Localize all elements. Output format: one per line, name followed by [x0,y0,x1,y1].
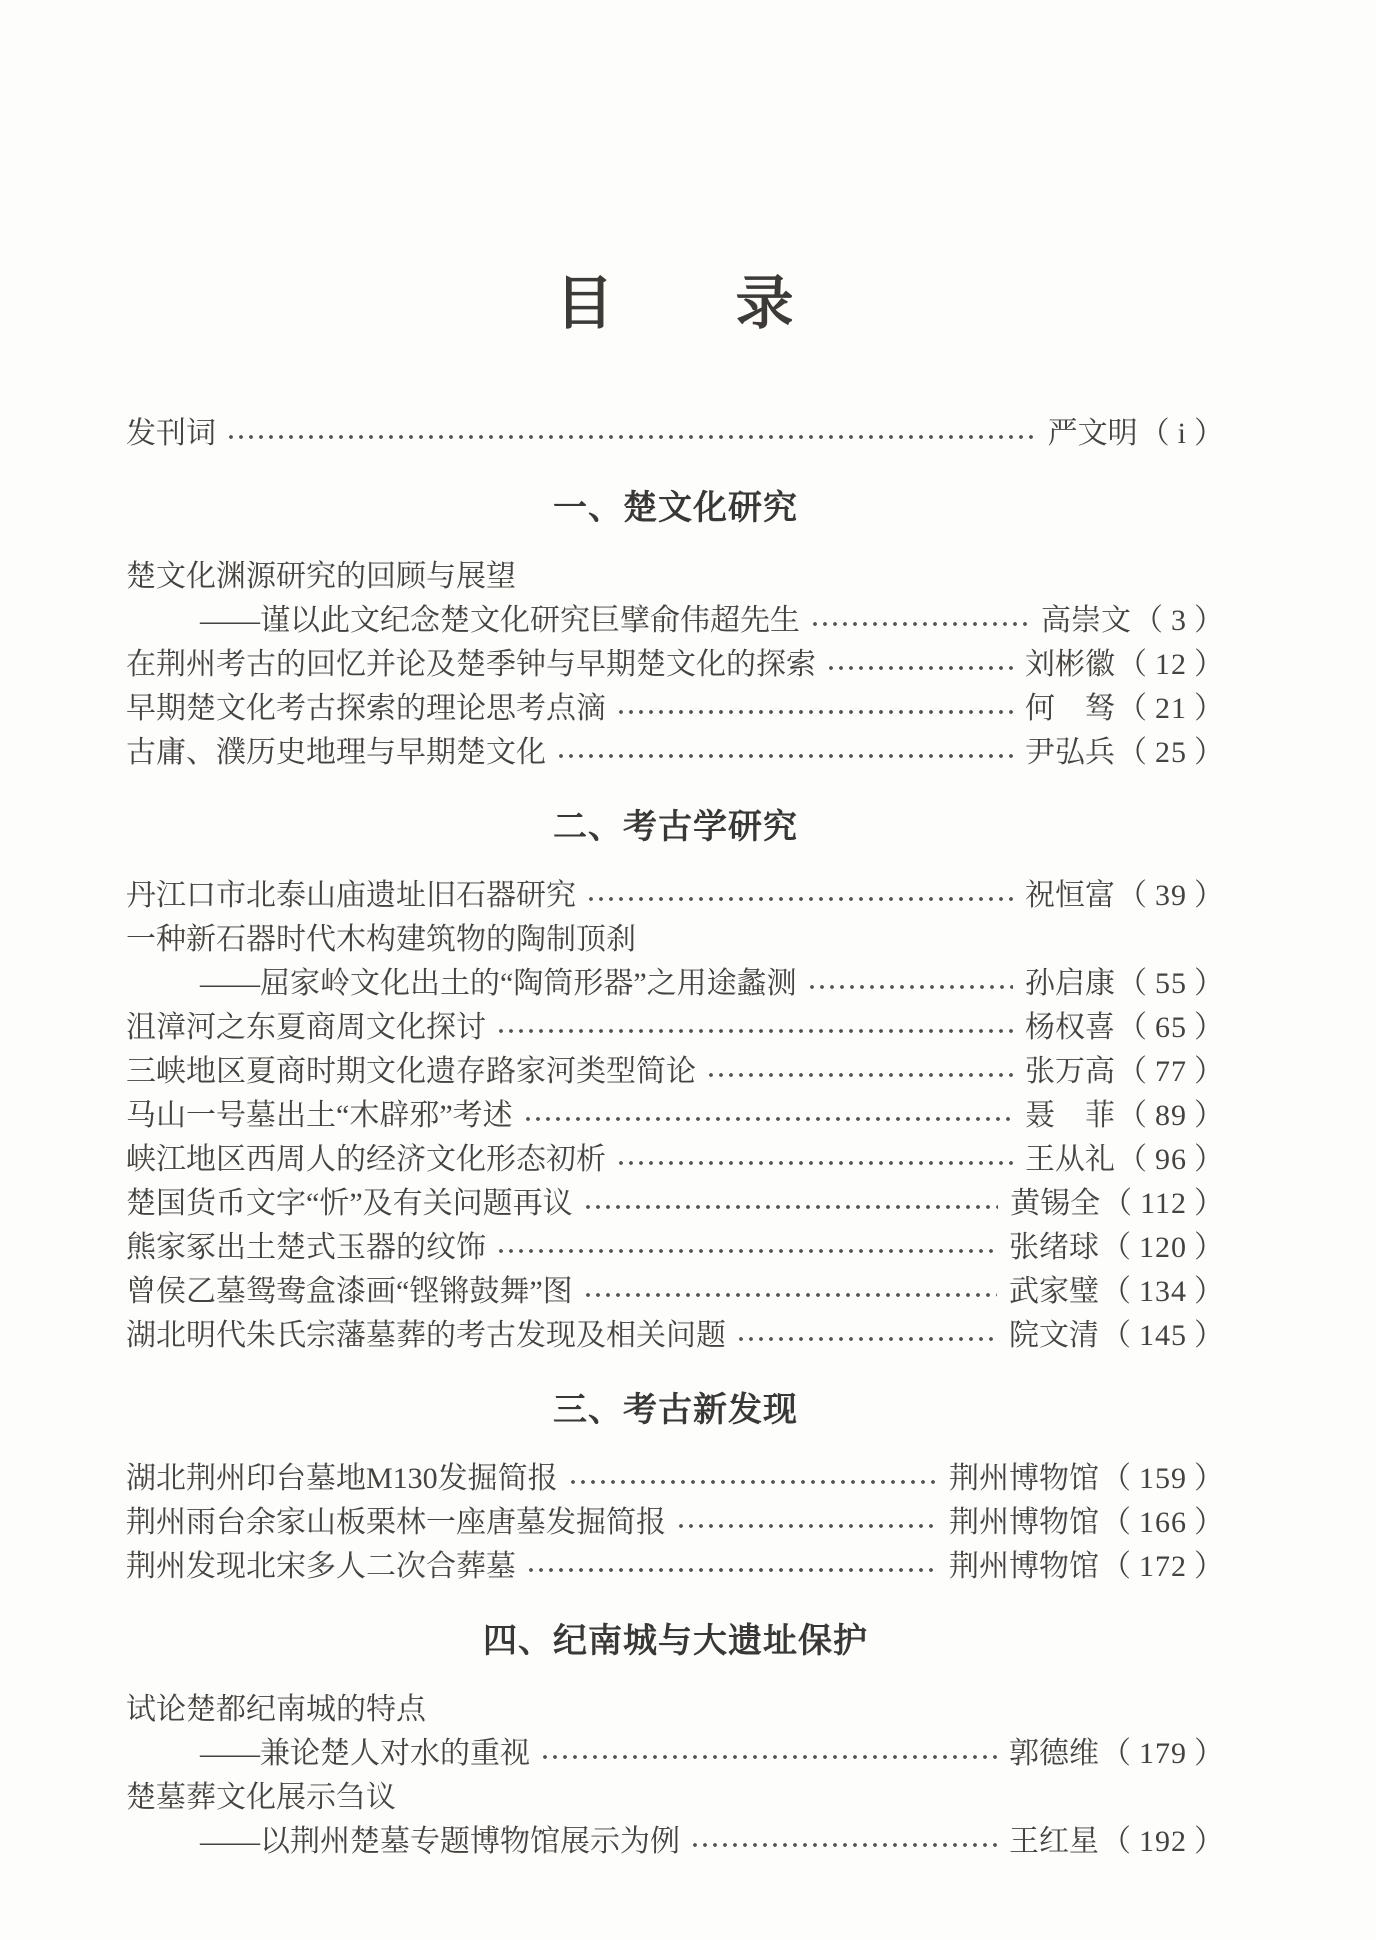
entry-title: 发刊词 [126,416,216,450]
entry-title: 古庸、濮历史地理与早期楚文化 [126,735,546,769]
entry-author: 刘彬徽 [1024,647,1115,681]
dot-leader [583,1203,998,1211]
dot-leader [706,1071,1013,1079]
entry-author: 张万高 [1024,1054,1115,1088]
entry-page-number: （ i ） [1139,416,1225,450]
dot-leader [616,1159,1013,1167]
section-heading: 四、纪南城与大遗址保护 [483,1621,868,1660]
entry-page-number: （ 145 ） [1100,1318,1225,1352]
entry-title: 楚文化渊源研究的回顾与展望 [126,559,516,593]
toc-entry-row [126,1226,1225,1270]
entry-title: 荆州雨台余家山板栗林一座唐墓发掘简报 [126,1505,666,1539]
entry-page-number: （ 192 ） [1100,1824,1225,1858]
entry-title: 荆州发现北宋多人二次合葬墓 [126,1549,516,1583]
entry-author: 祝恒富 [1024,878,1115,912]
entry-author: 院文清 [1008,1318,1099,1352]
toc-entry-row [126,1545,1225,1589]
dot-leader [568,1478,937,1486]
toc-entry-row [126,599,1225,643]
dot-leader [226,433,1036,441]
entry-credit [1009,1820,1225,1864]
dot-leader [586,895,1013,903]
dot-leader [690,1841,997,1849]
entry-subtitle: ——谨以此文纪念楚文化研究巨擘俞伟超先生 [200,603,800,637]
entry-subtitle: ——以荆州楚墓专题博物馆展示为例 [200,1824,680,1858]
entry-credit [949,1457,1225,1501]
toc-entry-row [126,918,1225,962]
entry-credit [1025,874,1225,918]
entry-page-number: （ 25 ） [1116,735,1225,769]
toc-entry-row [126,874,1225,918]
entry-page-number: （ 166 ） [1100,1505,1225,1539]
entry-page-number: （ 112 ） [1102,1186,1225,1220]
toc-entry-row [126,1688,1225,1732]
toc-entry-row [126,731,1225,775]
entry-author: 荆州博物馆 [948,1461,1099,1495]
entry-credit [1009,1314,1225,1358]
entry-page-number: （ 3 ） [1132,603,1225,637]
toc-entry-row [126,687,1225,731]
entry-author: 荆州博物馆 [948,1549,1099,1583]
entry-credit [1025,962,1225,1006]
dot-leader [736,1335,997,1343]
dot-leader [826,664,1013,672]
entry-credit [1025,1050,1225,1094]
toc-entry-row [126,1457,1225,1501]
entry-author: 荆州博物馆 [948,1505,1099,1539]
entry-credit [1025,643,1225,687]
entry-title: 湖北明代朱氏宗藩墓葬的考古发现及相关问题 [126,1318,726,1352]
entry-author: 黄锡全 [1010,1186,1101,1220]
toc-entry-row [126,1776,1225,1820]
toc-entry-row [126,555,1225,599]
entry-page-number: （ 21 ） [1116,691,1225,725]
page-title: 目 录 [555,271,796,336]
entry-credit [1025,731,1225,775]
entry-credit [949,1545,1225,1589]
entry-subtitle: ——兼论楚人对水的重视 [200,1736,530,1770]
dot-leader [496,1027,1013,1035]
entry-credit [949,1501,1225,1545]
entry-credit [1025,1094,1225,1138]
entry-title: 早期楚文化考古探索的理论思考点滴 [126,691,606,725]
entry-title: 在荆州考古的回忆并论及楚季钟与早期楚文化的探索 [126,647,816,681]
dot-leader [556,752,1013,760]
toc-entry-row [126,1270,1225,1314]
toc-entry-row [126,1006,1225,1050]
entry-page-number: （ 172 ） [1100,1549,1225,1583]
entry-author: 严文明 [1047,416,1138,450]
toc-entry-row [126,1182,1225,1226]
entry-credit [1025,1138,1225,1182]
entry-credit [1041,599,1225,643]
toc-entry-row [126,1501,1225,1545]
entry-page-number: （ 179 ） [1100,1736,1225,1770]
entry-author: 郭德维 [1008,1736,1099,1770]
entry-title: 楚墓葬文化展示刍议 [126,1780,396,1814]
entry-credit [1009,1226,1225,1270]
entry-title: 一种新石器时代木构建筑物的陶制顶刹 [126,922,636,956]
dot-leader [583,1291,997,1299]
entry-page-number: （ 55 ） [1116,966,1225,1000]
toc-entry-row [126,1732,1225,1776]
entry-title: 峡江地区西周人的经济文化形态初析 [126,1142,606,1176]
dot-leader [676,1522,937,1530]
dot-leader [616,708,1013,716]
entry-title: 湖北荆州印台墓地M130发掘简报 [126,1461,558,1495]
entry-page-number: （ 65 ） [1116,1010,1225,1044]
entry-title: 丹江口市北泰山庙遗址旧石器研究 [126,878,576,912]
entry-author: 聂 菲 [1024,1098,1115,1132]
entry-author: 王从礼 [1024,1142,1115,1176]
dot-leader [523,1115,1013,1123]
dot-leader [810,620,1029,628]
toc-entry-row [126,1138,1225,1182]
toc-list [126,412,1225,1864]
entry-author: 王红星 [1008,1824,1099,1858]
entry-credit [1009,1732,1225,1776]
entry-title: 三峡地区夏商时期文化遗存路家河类型简论 [126,1054,696,1088]
toc-entry-row [126,962,1225,1006]
entry-page-number: （ 134 ） [1100,1274,1225,1308]
entry-credit [1025,687,1225,731]
dot-leader [526,1566,937,1574]
dot-leader [496,1247,997,1255]
entry-author: 尹弘兵 [1024,735,1115,769]
entry-credit [1048,412,1225,456]
entry-title: 试论楚都纪南城的特点 [126,1692,426,1726]
entry-title: 曾侯乙墓鸳鸯盒漆画“铿锵鼓舞”图 [126,1274,573,1308]
entry-page-number: （ 39 ） [1116,878,1225,912]
entry-title: 熊家冢出土楚式玉器的纹饰 [126,1230,486,1264]
entry-page-number: （ 120 ） [1100,1230,1225,1264]
entry-credit [1009,1270,1225,1314]
entry-credit [1010,1182,1225,1226]
toc-entry-row [126,412,1225,456]
entry-title: 马山一号墓出土“木辟邪”考述 [126,1098,513,1132]
entry-author: 杨权喜 [1024,1010,1115,1044]
entry-author: 高崇文 [1040,603,1131,637]
entry-subtitle: ——屈家岭文化出土的“陶筒形器”之用途蠡测 [200,966,797,1000]
entry-author: 孙启康 [1024,966,1115,1000]
entry-title: 沮漳河之东夏商周文化探讨 [126,1010,486,1044]
dot-leader [540,1753,997,1761]
toc-entry-row [126,1820,1225,1864]
section-heading: 二、考古学研究 [553,807,798,846]
entry-page-number: （ 77 ） [1116,1054,1225,1088]
toc-entry-row [126,1050,1225,1094]
entry-author: 张绪球 [1008,1230,1099,1264]
entry-credit [1025,1006,1225,1050]
entry-page-number: （ 159 ） [1100,1461,1225,1495]
entry-title: 楚国货币文字“忻”及有关问题再议 [126,1186,573,1220]
section-heading: 一、楚文化研究 [553,488,798,527]
section-heading: 三、考古新发现 [553,1390,798,1429]
toc-entry-row [126,1314,1225,1358]
entry-author: 何 驽 [1024,691,1115,725]
toc-entry-row [126,643,1225,687]
entry-page-number: （ 89 ） [1116,1098,1225,1132]
entry-page-number: （ 12 ） [1116,647,1225,681]
entry-author: 武家璧 [1008,1274,1099,1308]
dot-leader [807,983,1013,991]
toc-entry-row [126,1094,1225,1138]
entry-page-number: （ 96 ） [1116,1142,1225,1176]
